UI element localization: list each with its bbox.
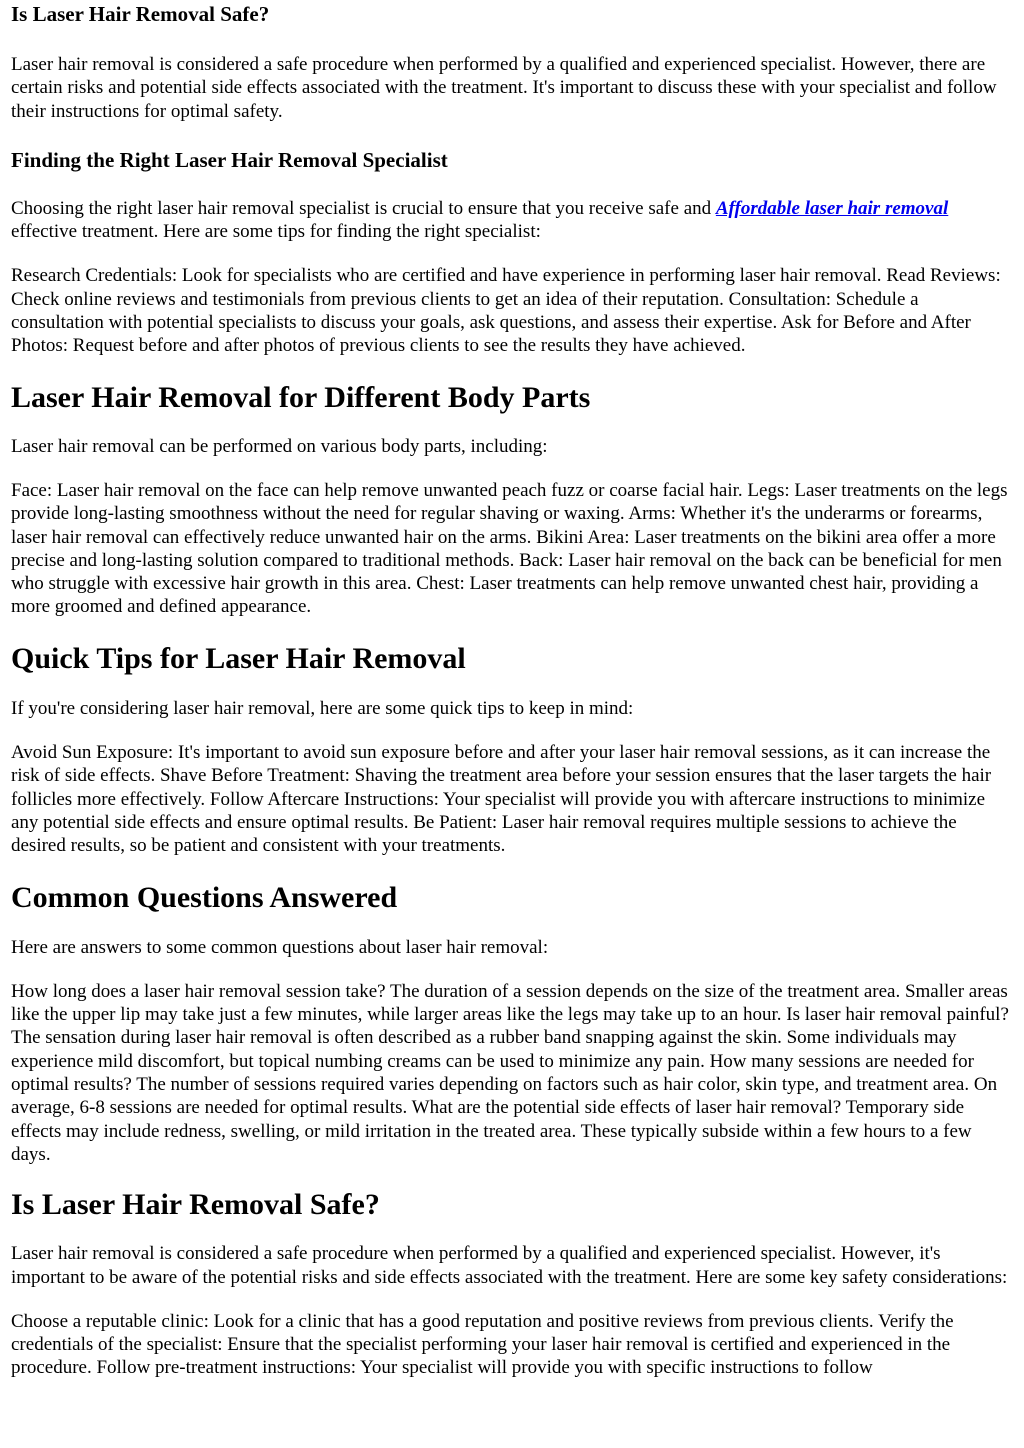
- article: [11, 0, 1015, 1380]
- section-heading-body-parts: Laser Hair Removal for Different Body Parts: [11, 380, 591, 414]
- safety-considerations-paragraph: Choose a reputable clinic: Look for a clinic that has a good reputation and positive reviews from previous clients. Verify the credentials of the specialist: Ensure that the specialist performing your laser hair removal is certified and experienced in the procedure. Follow pre-treatment instructions: Your specialist will provide you with specific instructions to follow: [11, 1310, 954, 1379]
- section-heading-safety-top: Is Laser Hair Removal Safe?: [11, 2, 270, 26]
- safety-paragraph-top: Laser hair removal is considered a safe procedure when performed by a qualified and experienced specialist. However, there are certain risks and potential side effects associated with the treatment. It's important to discuss these with your specialist and follow their instructions for optimal safety.: [11, 54, 997, 122]
- section-heading-common-questions: Common Questions Answered: [11, 880, 398, 914]
- quick-tips-intro: If you're considering laser hair removal, here are some quick tips to keep in mind:: [11, 697, 634, 719]
- section-heading-safety-bottom: Is Laser Hair Removal Safe?: [11, 1188, 380, 1222]
- common-questions-paragraph: How long does a laser hair removal session take? The duration of a session depends on the size of the treatment area. Smaller areas like the upper lip may take just a few minutes, while larger areas like the legs may take up to an hour. Is laser hair removal painful? The sensation during laser hair removal is often described as a rubber band snapping against the skin. Some individuals may experience mild discomfort, but topical numbing creams can be used to minimize any pain. How many sessions are needed for optimal results? The number of sessions required varies depending on factors such as hair color, skin type, and treatment area. On average, 6-8 sessions are needed for optimal results. What are the potential side effects of laser hair removal? Temporary side effects may include redness, swelling, or mild irritation in the treated area. These typically subside within a few hours to a few days.: [11, 980, 1009, 1165]
- body-parts-intro: Laser hair removal can be performed on various body parts, including:: [11, 435, 548, 457]
- quick-tips-paragraph: Avoid Sun Exposure: It's important to avoid sun exposure before and after your laser hair removal sessions, as it can increase the risk of side effects. Shave Before Treatment: Shaving the treatment area before your session ensures that the laser targets the hair follicles more effectively. Follow Aftercare Instructions: Your specialist will provide you with aftercare instructions to minimize any potential side effects and ensure optimal results. Be Patient: Laser hair removal requires multiple sessions to achieve the desired results, so be patient and consistent with your treatments.: [11, 742, 992, 857]
- section-heading-finding-specialist: Finding the Right Laser Hair Removal Specialist: [11, 147, 448, 172]
- common-questions-intro: Here are answers to some common questions about laser hair removal:: [11, 936, 549, 958]
- affordable-laser-hair-removal-link[interactable]: Affordable laser hair removal: [715, 197, 949, 219]
- choosing-text-before-link: Choosing the right laser hair removal specialist is crucial to ensure that you receive safe and: [11, 197, 716, 219]
- body-parts-paragraph: Face: Laser hair removal on the face can help remove unwanted peach fuzz or coarse facial hair. Legs: Laser treatments on the legs provide long-lasting smoothness without the need for regular shaving or waxing. Arms: Whether it's the underarms or forearms, laser hair removal can effectively reduce unwanted hair on the arms. Bikini Area: Laser treatments on the bikini area offer a more precise and long-lasting solution compared to traditional methods. Back: Laser hair removal on the back can be beneficial for men who struggle with excessive hair growth in this area. Chest: Laser treatments can help remove unwanted chest hair, providing a more groomed and defined appearance.: [11, 479, 1008, 618]
- choosing-text-after-link: effective treatment. Here are some tips for finding the right specialist:: [11, 221, 541, 243]
- safety-bottom-intro: Laser hair removal is considered a safe procedure when performed by a qualified and experienced specialist. However, it's important to be aware of the potential risks and side effects associated with the treatment. Here are some key safety considerations:: [11, 1243, 1008, 1288]
- section-heading-quick-tips: Quick Tips for Laser Hair Removal: [11, 641, 466, 675]
- choosing-specialist-paragraph: [11, 197, 1015, 244]
- specialist-tips-paragraph: Research Credentials: Look for specialists who are certified and have experience in performing laser hair removal. Read Reviews: Check online reviews and testimonials from previous clients to get an idea of their reputation. Consultation: Schedule a consultation with potential specialists to discuss your goals, ask questions, and assess their expertise. Ask for Before and After Photos: Request before and after photos of previous clients to see the results they have achieved.: [11, 265, 1001, 357]
